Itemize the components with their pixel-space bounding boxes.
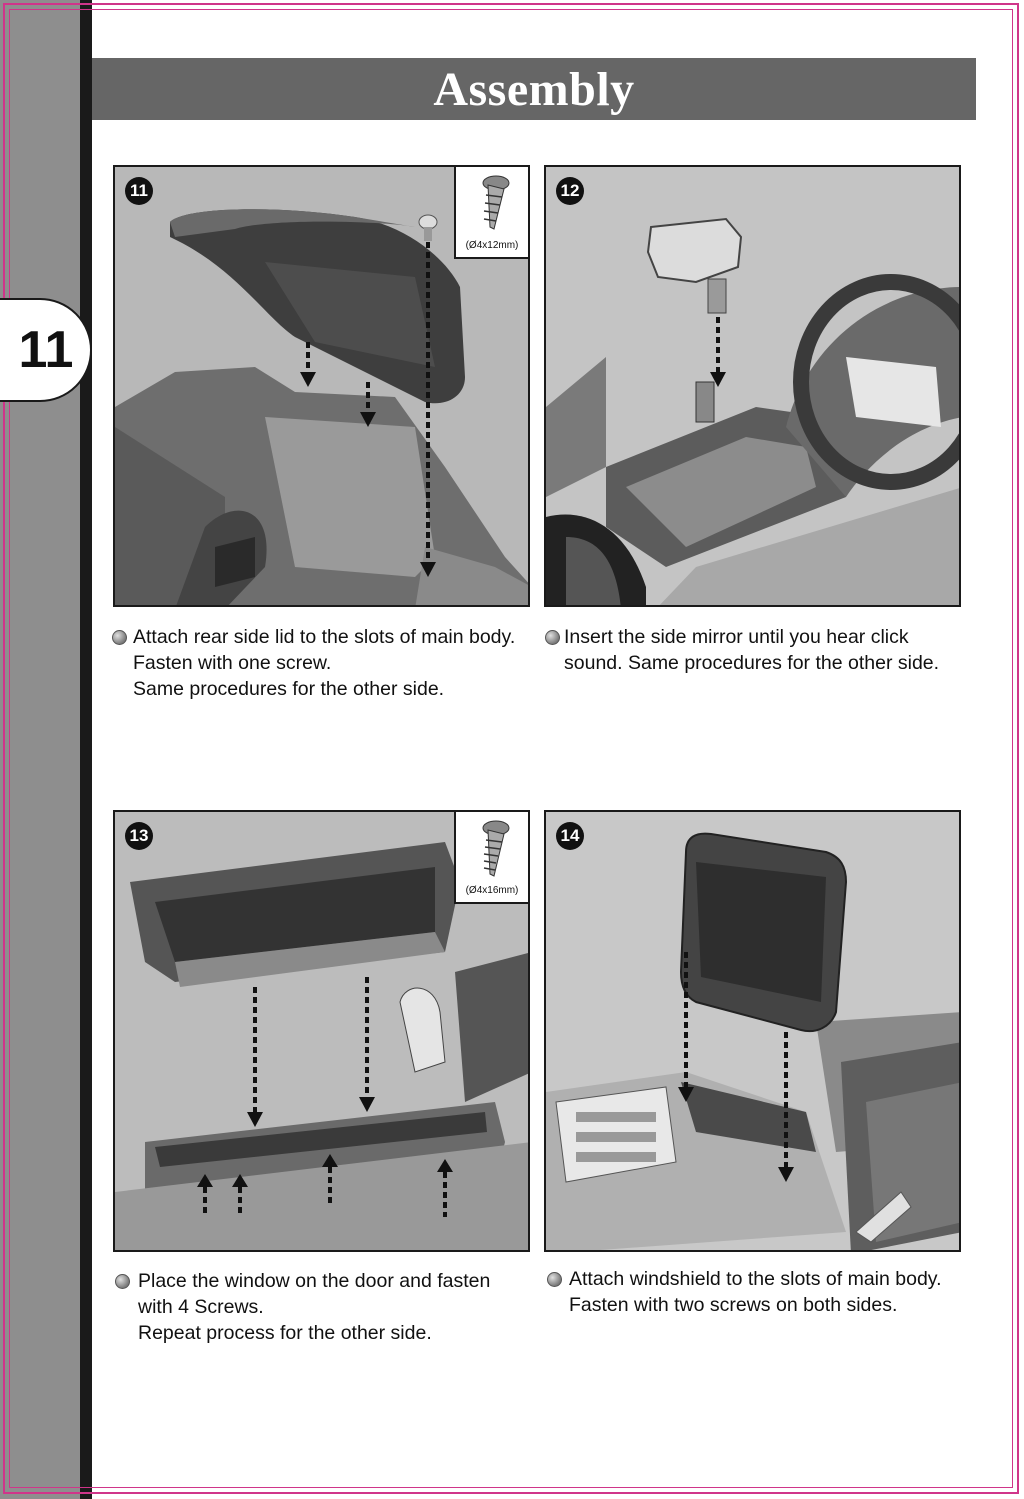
caption-line: Place the window on the door and fasten xyxy=(138,1270,491,1292)
step-11-bullet xyxy=(112,630,127,645)
caption-line: Attach windshield to the slots of main body. xyxy=(569,1268,942,1290)
step-11-screw-size: (Ø4x12mm) xyxy=(465,240,519,251)
step-14-caption xyxy=(569,1266,942,1318)
caption-line: sound. Same procedures for the other side. xyxy=(564,652,940,674)
step-13-caption xyxy=(138,1268,490,1346)
page-title: Assembly xyxy=(433,62,635,116)
caption-line: Fasten with one screw. xyxy=(133,652,332,674)
step-11-caption xyxy=(133,624,515,702)
step-14-illustration xyxy=(544,810,961,1252)
caption-line: Insert the side mirror until you hear click xyxy=(564,626,909,648)
step-14-bullet xyxy=(547,1272,562,1287)
side-mirror-drawing xyxy=(546,167,961,607)
step-14-badge: 14 xyxy=(556,822,584,850)
step-11-badge: 11 xyxy=(125,177,153,205)
caption-line: Same procedures for the other side. xyxy=(133,678,445,700)
step-13-screw-box xyxy=(454,812,528,904)
step-13-bullet xyxy=(115,1274,130,1289)
page-number: 11 xyxy=(18,321,74,379)
caption-line: Repeat process for the other side. xyxy=(138,1322,432,1344)
step-13-screw-size: (Ø4x16mm) xyxy=(465,885,519,896)
caption-line: Fasten with two screws on both sides. xyxy=(569,1294,898,1316)
step-11-illustration xyxy=(113,165,530,607)
step-12-illustration xyxy=(544,165,961,607)
step-12-bullet xyxy=(545,630,560,645)
step-13-illustration xyxy=(113,810,530,1252)
screw-icon xyxy=(474,820,510,878)
windshield-drawing xyxy=(546,812,961,1252)
step-13-badge: 13 xyxy=(125,822,153,850)
step-12-caption xyxy=(564,624,939,676)
step-11-screw-box xyxy=(454,167,528,259)
title-bar xyxy=(92,58,976,120)
caption-line: with 4 Screws. xyxy=(138,1296,264,1318)
caption-line: Attach rear side lid to the slots of main body. xyxy=(133,626,516,648)
step-12-badge: 12 xyxy=(556,177,584,205)
screw-icon xyxy=(474,175,510,233)
